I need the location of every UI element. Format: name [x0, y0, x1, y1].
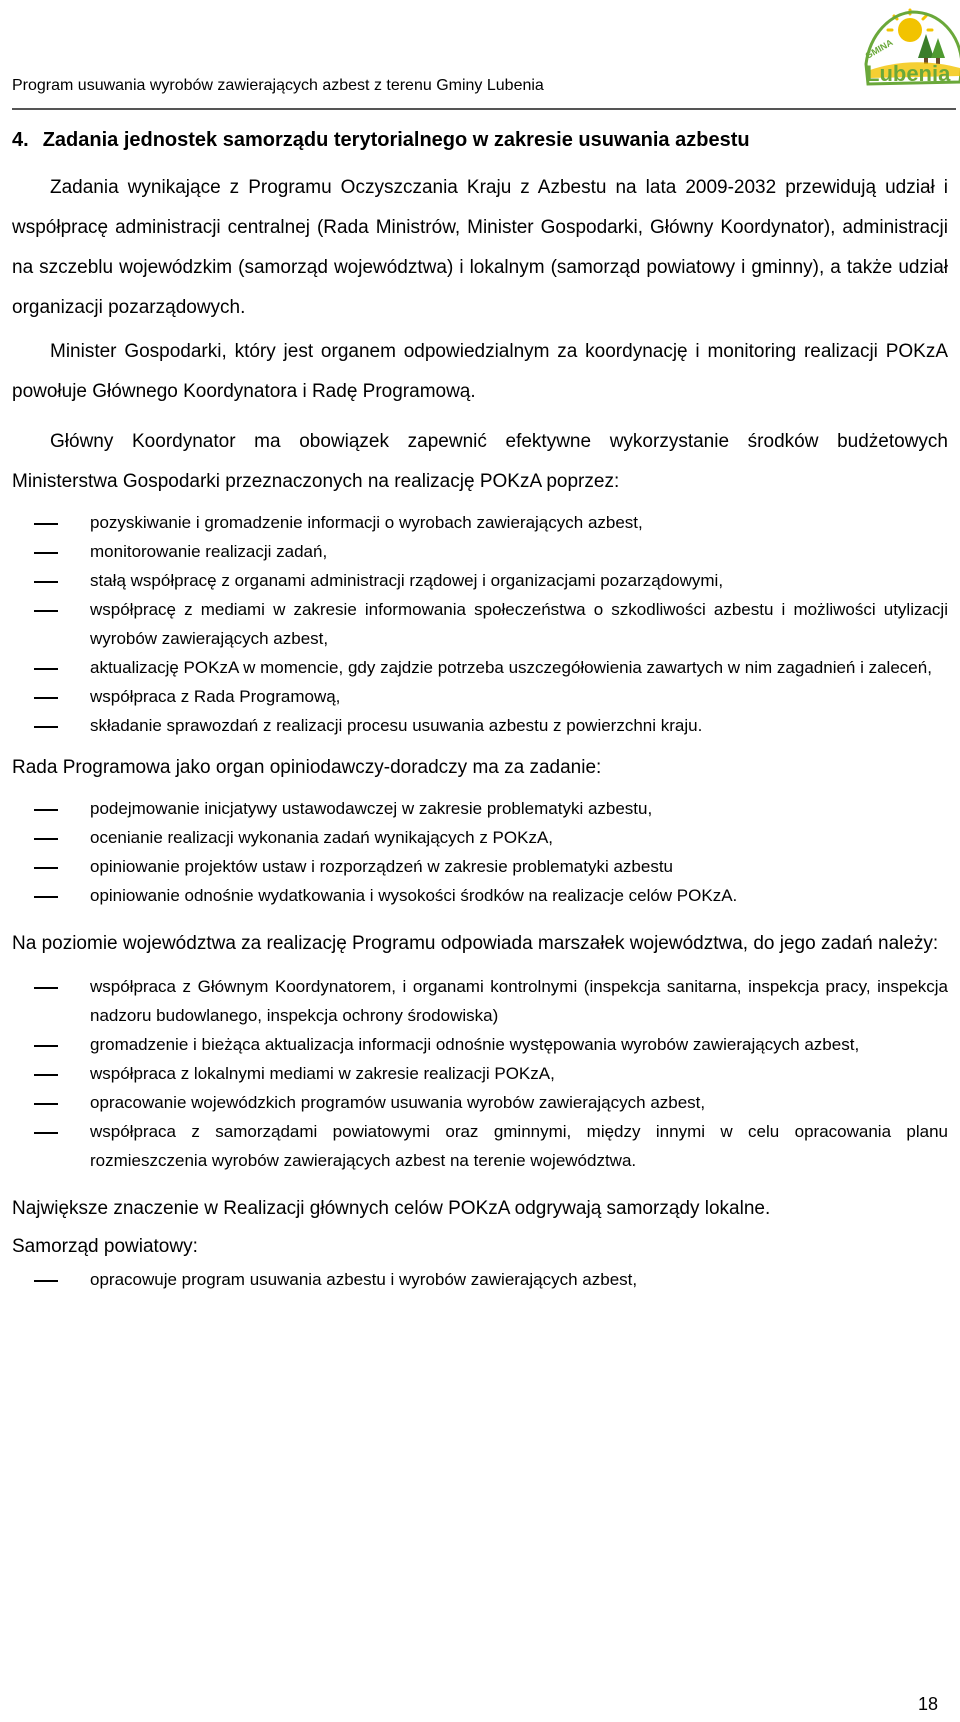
page-number: 18 — [918, 1694, 939, 1714]
koordynator-task-list — [12, 508, 948, 740]
list-item: opracowanie wojewódzkich programów usuwania wyrobów zawierających azbest, — [90, 1093, 706, 1112]
list-item: pozyskiwanie i gromadzenie informacji o wyrobach zawierających azbest, — [90, 513, 643, 532]
list-item: współpracę z mediami w zakresie informowania społeczeństwa o szkodliwości azbestu i możliwości utylizacji wyrobów zawierających azbest, — [90, 600, 948, 648]
list-item: monitorowanie realizacji zadań, — [90, 542, 328, 561]
list-item: ocenianie realizacji wykonania zadań wynikających z POKzA, — [90, 828, 554, 847]
list-item: opiniowanie projektów ustaw i rozporządzeń w zakresie problematyki azbestu — [90, 857, 674, 876]
page-header — [12, 0, 956, 110]
paragraph-5: Na poziomie województwa za realizację Programu odpowiada marszałek województwa, do jego zadań należy: — [12, 933, 939, 954]
section-title: Zadania jednostek samorządu terytorialnego w zakresie usuwania azbestu — [42, 129, 750, 151]
paragraph-4: Rada Programowa jako organ opiniodawczy-doradczy ma za zadanie: — [12, 757, 602, 778]
paragraph-6: Największe znaczenie w Realizacji głównych celów POKzA odgrywają samorządy lokalne. — [12, 1198, 771, 1219]
list-item: aktualizację POKzA w momencie, gdy zajdzie potrzeba uszczegółowienia zawartych w nim zagadnień i zaleceń, — [90, 658, 932, 677]
list-item: opiniowanie odnośnie wydatkowania i wysokości środków na realizacje celów POKzA. — [90, 886, 738, 905]
paragraph-7: Samorząd powiatowy: — [12, 1236, 198, 1257]
gmina-lubenia-logo — [860, 4, 960, 104]
list-item: opracowuje program usuwania azbestu i wyrobów zawierających azbest, — [90, 1270, 638, 1289]
list-item: współpraca z Głównym Koordynatorem, i organami kontrolnymi (inspekcja sanitarna, inspekcja pracy, inspekcja nadzoru budowlanego, inspekcja ochrony środowiska) — [90, 977, 948, 1025]
list-item: podejmowanie inicjatywy ustawodawczej w zakresie problematyki azbestu, — [90, 799, 653, 818]
marszalek-task-list — [12, 972, 948, 1175]
logo-small-text: GMINA — [863, 37, 895, 61]
list-item: współpraca z Rada Programową, — [90, 687, 341, 706]
logo-big-text: Lubenia — [866, 61, 951, 86]
paragraph-2: Minister Gospodarki, który jest organem odpowiedzialnym za koordynację i monitoring realizacji POKzA powołuje Głównego Koordynatora i Radę Programową. — [12, 341, 948, 402]
document-title: Program usuwania wyrobów zawierających azbest z terenu Gminy Lubenia — [12, 77, 544, 94]
list-item: stałą współpracę z organami administracji rządowej i organizacjami pozarządowymi, — [90, 571, 724, 590]
list-item: współpraca z samorządami powiatowymi oraz gminnymi, między innymi w celu opracowania planu rozmieszczenia wyrobów zawierających azbest na terenie województwa. — [90, 1122, 948, 1170]
section-heading — [12, 126, 948, 154]
list-item: składanie sprawozdań z realizacji procesu usuwania azbestu z powierzchni kraju. — [90, 716, 703, 735]
paragraph-1: Zadania wynikające z Programu Oczyszczania Kraju z Azbestu na lata 2009-2032 przewidują udział i współpracę administracji centralnej (Rada Ministrów, Minister Gospodarki, Główny Koordynator), administracji na szczeblu wojewódzkim (samorząd województwa) i lokalnym (samorząd powiatowy i gminny), a także udział organizacji pozarządowych. — [12, 177, 948, 318]
powiat-task-list — [12, 1265, 948, 1294]
list-item: współpraca z lokalnymi mediami w zakresie realizacji POKzA, — [90, 1064, 555, 1083]
paragraph-3: Główny Koordynator ma obowiązek zapewnić efektywne wykorzystanie środków budżetowych Ministerstwa Gospodarki przeznaczonych na realizację POKzA poprzez: — [12, 431, 948, 492]
list-item: gromadzenie i bieżąca aktualizacja informacji odnośnie występowania wyrobów zawierających azbest, — [90, 1035, 860, 1054]
rada-task-list — [12, 794, 948, 910]
page-content — [12, 126, 948, 1300]
section-number: 4. — [12, 129, 29, 151]
